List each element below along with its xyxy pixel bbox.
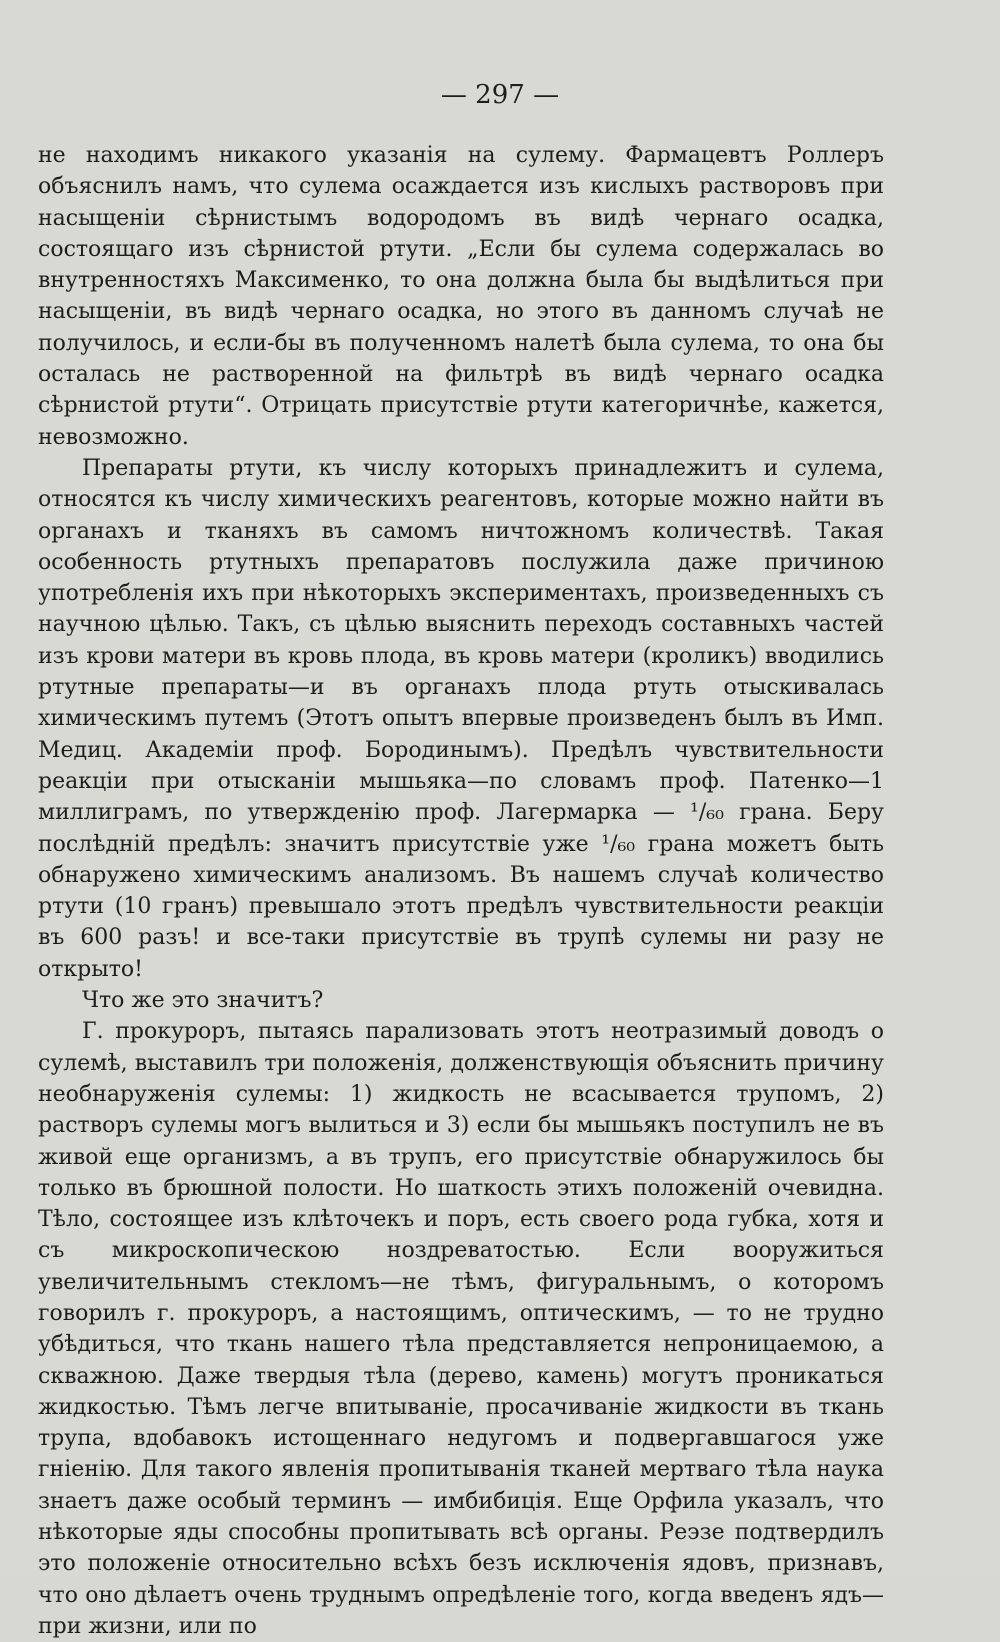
paragraph-prosecutor: Г. прокуроръ, пытаясь парализовать этотъ неотразимый доводъ о сулемѣ, выставилъ три положенія, долженствующія объяснить причину необнаруженія сулемы: 1) жидкость не всасывается трупомъ, 2) растворъ сулемы могъ вылиться и 3) если бы мышьякъ поступилъ не въ живой еще организмъ, а въ трупъ, его присутствіе обнаружилось бы только въ брюшной полости. Но шаткость этихъ положеній очевидна. Тѣло, состоящее изъ клѣточекъ и поръ, есть своего рода губка, хотя и съ микроскопическою ноздреватостью. Если вооружиться увеличительнымъ стекломъ—не тѣмъ, фигуральнымъ, о которомъ говорилъ г. прокуроръ, а настоящимъ, оптическимъ, — то не трудно убѣдиться, что ткань нашего тѣла представляется непроницаемою, а скважною. Даже твердыя тѣла (дерево, камень) могутъ проникаться жидкостью. Тѣмъ легче впитываніе, просачиваніе жидкости въ ткань трупа, вдобавокъ истощеннаго недугомъ и подвергавшагося уже гніенію. Для такого явленія пропитыванія тканей мертваго тѣла наука знаетъ даже особый терминъ — имбибиція. Еще Орфила указалъ, что нѣкоторые яды способны пропитывать всѣ органы. Реэзе подтвердилъ это положеніе относительно всѣхъ безъ исключенія ядовъ, признавъ, что оно дѣлаетъ очень труднымъ опредѣленіе того, когда введенъ ядъ—при жизни, или по [38, 1019, 884, 1639]
paragraph-mercury-preparations: Препараты ртути, къ числу которыхъ принадлежитъ и сулема, относятся къ числу химическихъ реагентовъ, которые можно найти въ органахъ и тканяхъ въ самомъ ничтожномъ количествѣ. Такая особенность ртутныхъ препаратовъ послужила даже причиною употребленія ихъ при нѣкоторыхъ экспериментахъ, произведенныхъ съ научною цѣлью. Такъ, съ цѣлью выяснить переходъ составныхъ частей изъ крови матери въ кровь плода, въ кровь матери (кроликъ) вводились ртутные препараты—и въ органахъ плода ртуть отыскивалась химическимъ путемъ (Этотъ опытъ впервые произведенъ былъ въ Имп. Медиц. Академіи проф. Бородинымъ). Предѣлъ чувствительности реакціи при отысканіи мышьяка—по словамъ проф. Патенко—1 миллиграмъ, по утвержденію проф. Лагермарка — ¹/₆₀ грана. Беру послѣдній предѣлъ: значитъ присутствіе уже ¹/₆₀ грана можетъ быть обнаружено химическимъ анализомъ. Въ нашемъ случаѣ количество ртути (10 гранъ) превышало этотъ предѣлъ чувствительности реакціи въ 600 разъ! и все-таки присутствіе въ трупѣ сулемы ни разу не открыто! [38, 455, 884, 982]
page-number: — 297 — [440, 80, 560, 110]
paragraph-continued: не находимъ никакого указанія на сулему. Фармацевтъ Роллеръ объяснилъ намъ, что сулема осаждается изъ кислыхъ растворовъ при насыщеніи сѣрнистымъ водородомъ въ видѣ чернаго осадка, состоящаго изъ сѣрнистой ртути. „Если бы сулема содержалась во внутренностяхъ Максименко, то она должна была бы выдѣлиться при насыщеніи, въ видѣ чернаго осадка, но этого въ данномъ случаѣ не получилось, и если-бы въ полученномъ налетѣ была сулема, то она бы осталась не растворенной на фильтрѣ въ видѣ чернаго осадка сѣрнистой ртути“. Отрицать присутствіе ртути категоричнѣе, кажется, невозможно. [38, 143, 884, 450]
paragraph-question: Что же это значитъ? [82, 988, 324, 1014]
body-text [38, 140, 884, 1642]
